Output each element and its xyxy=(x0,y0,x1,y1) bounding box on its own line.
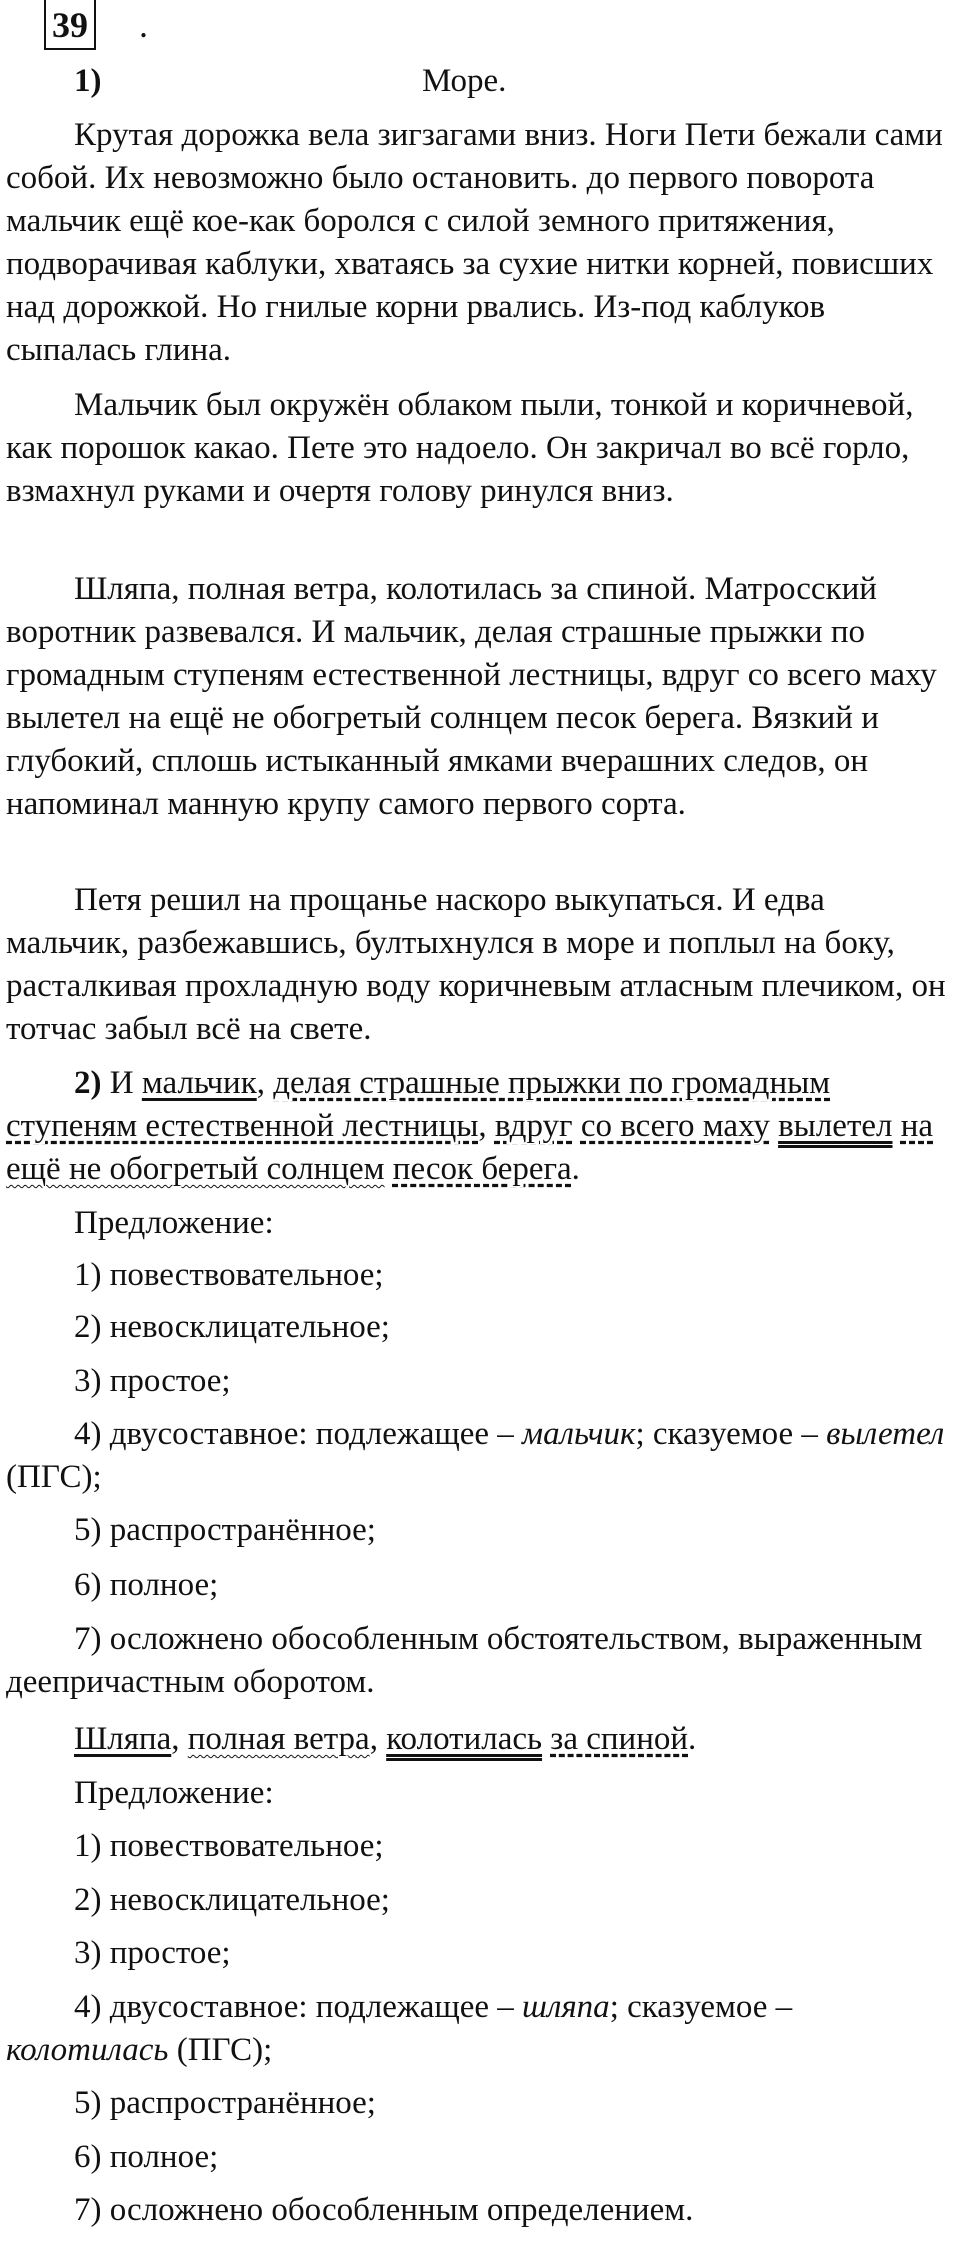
analysis1-item6: 6) полное; xyxy=(74,1567,219,1603)
object-pesok-berega: песок берега xyxy=(392,1151,572,1187)
analysis1-item3: 3) простое; xyxy=(74,1363,231,1399)
item4-text: 4) двусоставное: подлежащее – xyxy=(74,1416,514,1452)
text-title: Море. xyxy=(422,63,507,99)
analysis2-item5: 5) распространённое; xyxy=(74,2085,376,2121)
item4-subject: шляпа xyxy=(522,1989,610,2025)
period: . xyxy=(571,1151,580,1187)
attribute-polnaya-vetra: полная ветра xyxy=(187,1721,370,1757)
analysis1-item1: 1) повествовательное; xyxy=(74,1257,384,1293)
subject-malchik: мальчик xyxy=(141,1065,257,1101)
analysis2-intro: Предложение: xyxy=(74,1775,274,1811)
parsed-sentence-2 xyxy=(6,1718,956,1761)
adverb-vdrug: вдруг xyxy=(494,1108,573,1144)
item4-text: ; сказуемое – xyxy=(635,1416,818,1452)
adverbial-za-spinoy: за спиной xyxy=(550,1721,689,1757)
analysis1-item4 xyxy=(6,1413,956,1499)
analysis2-item7: 7) осложнено обособленным определением. xyxy=(74,2192,694,2228)
exercise-number-box: 39 xyxy=(44,0,96,50)
analysis2-item3: 3) простое; xyxy=(74,1935,231,1971)
paragraph-3: Шляпа, полная ветра, колотилась за спиной. Матросский воротник развевался. И мальчик, делая страшные прыжки по громадным ступеням естественной лестницы, вдруг со всего маху вылетел на ещё не обогретый солнцем песок берега. Вязкий и глубокий, сплошь истыканный ямками вчерашних следов, он напоминал манную крупу самого первого сорта. xyxy=(6,571,937,822)
paragraph-2: Мальчик был окружён облаком пыли, тонкой и коричневой, как порошок какао. Пете это надоело. Он закричал во всё горло, взмахнул руками и очертя голову ринулся вниз. xyxy=(6,387,914,509)
analysis2-item6: 6) полное; xyxy=(74,2139,219,2175)
adverbial-so-vsego-mahu: со всего маху xyxy=(580,1108,770,1144)
item4-text: (ПГС); xyxy=(6,1459,102,1495)
analysis1-item7: 7) осложнено обособленным обстоятельством, выраженным деепричастным оборотом. xyxy=(6,1621,923,1700)
item4-predicate: колотилась xyxy=(6,2032,169,2068)
attribute-phrase: ещё не обогретый солнцем xyxy=(6,1151,385,1187)
exercise-number-dot: . xyxy=(139,5,148,45)
comma: , xyxy=(171,1721,180,1757)
comma: , xyxy=(369,1721,378,1757)
analysis1-item5: 5) распространённое; xyxy=(74,1512,376,1548)
item4-text: 4) двусоставное: подлежащее – xyxy=(74,1989,514,2025)
paragraph-4: Петя решил на прощанье наскоро выкупаться. И едва мальчик, разбежавшись, бултыхнулся в море и поплыл на боку, расталкивая прохладную воду коричневым атласным плечиком, он тотчас забыл всё на свете. xyxy=(6,882,946,1047)
part2-label: 2) xyxy=(74,1065,102,1101)
paragraph-1: Крутая дорожка вела зигзагами вниз. Ноги Пети бежали сами собой. Их невозможно было остановить. до первого поворота мальчик ещё кое-как боролся с силой земного притяжения, подворачивая каблуки, хватаясь за сухие нитки корней, повисших над дорожкой. Но гнилые корни рвались. Из-под каблуков сыпалась глина. xyxy=(6,117,943,368)
item4-predicate: вылетел xyxy=(826,1416,945,1452)
item4-subject: мальчик xyxy=(522,1416,636,1452)
comma: , xyxy=(256,1065,265,1101)
item4-text: (ПГС); xyxy=(176,2032,273,2068)
subject-shlyapa: Шляпа xyxy=(74,1721,172,1757)
preposition-na: на xyxy=(900,1108,934,1144)
analysis2-item4 xyxy=(6,1986,956,2072)
word-i: И xyxy=(109,1065,134,1101)
analysis1-intro: Предложение: xyxy=(74,1205,274,1241)
item4-text: ; сказуемое – xyxy=(609,1989,793,2025)
parsed-sentence-1 xyxy=(6,1062,956,1191)
period: . xyxy=(688,1721,697,1757)
comma: , xyxy=(478,1108,487,1144)
part1-label: 1) xyxy=(74,63,102,99)
predicate-vyletel: вылетел xyxy=(778,1108,893,1144)
analysis1-item2: 2) невосклицательное; xyxy=(74,1309,390,1345)
analysis2-item1: 1) повествовательное; xyxy=(74,1828,384,1864)
participle-phrase: делая страшные прыжки по громадным ступеням естественной лестницы xyxy=(6,1065,831,1144)
analysis2-item2: 2) невосклицательное; xyxy=(74,1882,390,1918)
predicate-kolotilas: колотилась xyxy=(386,1721,543,1757)
